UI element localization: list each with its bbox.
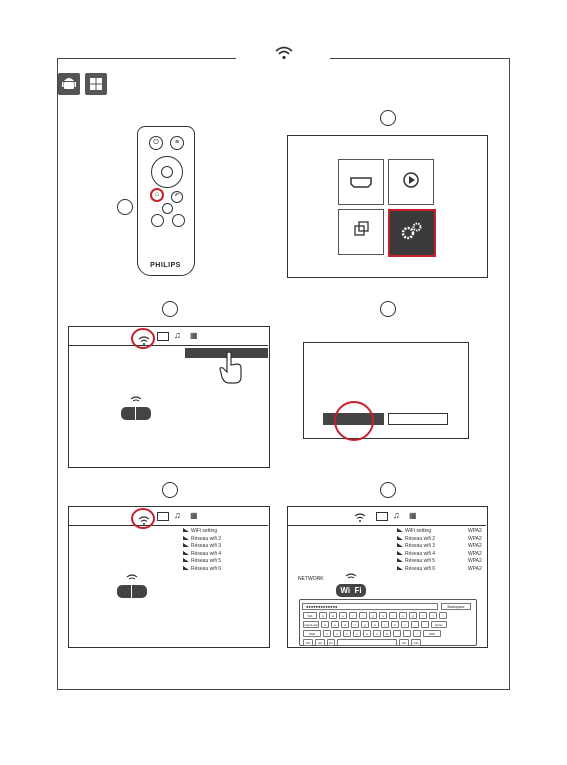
- list-item[interactable]: Réseau wifi 4: [397, 551, 435, 559]
- list-item[interactable]: Réseau wifi 3: [183, 543, 221, 551]
- onscreen-keyboard: [299, 599, 477, 646]
- power-button[interactable]: ⏻: [149, 136, 163, 150]
- signal-icon: [183, 551, 189, 555]
- wifi-logo: [121, 389, 151, 413]
- keyboard-row: [302, 638, 474, 647]
- audio-icon: ♫: [174, 330, 181, 340]
- keyboard-key[interactable]: Enter: [431, 621, 447, 628]
- keyboard-key[interactable]: b: [363, 630, 371, 637]
- list-item[interactable]: Réseau wifi 3: [397, 543, 435, 551]
- tile-mirror[interactable]: [338, 209, 384, 255]
- keyboard-key[interactable]: t: [359, 612, 367, 619]
- keyboard-key[interactable]: r: [349, 612, 357, 619]
- password-row: [302, 602, 474, 611]
- signal-icon: [397, 528, 403, 532]
- list-item[interactable]: Réseau wifi 6: [183, 566, 221, 574]
- keyboard-row: [302, 611, 474, 620]
- wifi-tab-highlight[interactable]: [131, 508, 155, 529]
- keyboard-key[interactable]: [337, 639, 397, 646]
- keyboard-key[interactable]: Ctrl: [411, 639, 421, 646]
- audio-icon: ♫: [393, 510, 400, 520]
- keyboard-key[interactable]: \: [439, 612, 447, 619]
- signal-icon: [183, 558, 189, 562]
- tile-settings[interactable]: [388, 209, 436, 257]
- keyboard-key[interactable]: ;: [411, 621, 419, 628]
- keyboard-key[interactable]: n: [373, 630, 381, 637]
- apps-icon: ▦: [190, 331, 198, 340]
- keyboard-key[interactable]: v: [353, 630, 361, 637]
- display-icon: [157, 332, 169, 341]
- wifi-off-option[interactable]: [388, 413, 448, 425]
- wifi-logo-waves: [121, 392, 151, 402]
- play-icon: [389, 160, 433, 204]
- step-circle-1: [117, 199, 133, 215]
- network-label: NETWORK: [298, 576, 324, 582]
- keyboard-key[interactable]: Tab: [303, 612, 317, 619]
- audio-icon: ♫: [174, 510, 181, 520]
- list-item[interactable]: WiFi setting: [397, 528, 435, 536]
- mirror-icon: [339, 210, 383, 254]
- wifi-logo: [117, 567, 147, 591]
- keyboard-key[interactable]: m: [383, 630, 391, 637]
- wifi-toggle-screen: [303, 342, 469, 439]
- wifi-network-list: [397, 528, 435, 574]
- windows-icon: [85, 73, 107, 95]
- keyboard-key[interactable]: CapsLock: [304, 623, 318, 627]
- keyboard-key[interactable]: a: [321, 621, 329, 628]
- ok-button[interactable]: [161, 166, 173, 178]
- wifi-logo: [336, 566, 366, 595]
- display-icon: [376, 512, 388, 521]
- keyboard-key[interactable]: h: [371, 621, 379, 628]
- mute-button[interactable]: [162, 203, 173, 214]
- keyboard-row: [302, 629, 474, 638]
- list-item[interactable]: Réseau wifi 5: [183, 558, 221, 566]
- remote-brand: PHILIPS: [150, 262, 181, 269]
- step-circle-4: [380, 301, 396, 317]
- keyboard-key[interactable]: x: [333, 630, 341, 637]
- keyboard-key[interactable]: /: [413, 630, 421, 637]
- step-circle-5: [162, 482, 178, 498]
- wifi-logo-waves: [336, 569, 366, 579]
- keyboard-key[interactable]: g: [361, 621, 369, 628]
- keyboard-key[interactable]: Alt: [315, 639, 325, 646]
- keyboard-key[interactable]: j: [381, 621, 389, 628]
- keyboard-key[interactable]: ]: [429, 612, 437, 619]
- keyboard-key[interactable]: l: [401, 621, 409, 628]
- keyboard-key[interactable]: p: [409, 612, 417, 619]
- keyboard-key[interactable]: Shift: [303, 630, 321, 637]
- remote-control: [137, 126, 195, 276]
- home-icon: ⌂: [154, 191, 160, 198]
- keyboard-key[interactable]: i: [389, 612, 397, 619]
- wifi-icon: [134, 512, 154, 528]
- wifi-logo-text: Wi Fi: [336, 584, 366, 597]
- wifi-icon: [134, 332, 154, 348]
- volume-down-button[interactable]: [151, 214, 164, 227]
- volume-up-button[interactable]: [172, 214, 185, 227]
- keyboard-key[interactable]: y: [369, 612, 377, 619]
- display-icon: [157, 512, 169, 521]
- keyboard-key[interactable]: k: [391, 621, 399, 628]
- wifi-list-screen: [68, 506, 270, 648]
- home-button[interactable]: [150, 188, 164, 202]
- keyboard-key[interactable]: w: [329, 612, 337, 619]
- list-item[interactable]: Réseau wifi 4: [183, 551, 221, 559]
- step-circle-3: [162, 301, 178, 317]
- keyboard-key[interactable]: u: [379, 612, 387, 619]
- signal-icon: [397, 536, 403, 540]
- keyboard-key[interactable]: [: [419, 612, 427, 619]
- back-button[interactable]: ↶: [171, 191, 183, 203]
- keyboard-key[interactable]: q: [319, 612, 327, 619]
- keyboard-key[interactable]: s: [331, 621, 339, 628]
- tile-hdmi[interactable]: [338, 159, 384, 205]
- menu-button[interactable]: ≡: [170, 136, 184, 150]
- list-item[interactable]: Réseau wifi 5: [397, 558, 435, 566]
- apps-icon: ▦: [190, 511, 198, 520]
- signal-icon: [397, 551, 403, 555]
- hdmi-icon: [339, 160, 383, 204]
- wifi-logo-waves: [117, 570, 147, 580]
- password-screen: [287, 506, 488, 648]
- keyboard-key[interactable]: c: [343, 630, 351, 637]
- signal-icon: [397, 566, 403, 570]
- security-column: WPA2 WPA2 WPA2 WPA2 WPA2 WPA2: [468, 528, 482, 572]
- pointer-hand-icon: [219, 351, 249, 385]
- keyboard-key[interactable]: e: [339, 612, 347, 619]
- keyboard-key[interactable]: ': [421, 621, 429, 628]
- keyboard-key[interactable]: Ctrl: [303, 639, 313, 646]
- android-icon: [58, 73, 80, 95]
- keyboard-key[interactable]: d: [341, 621, 349, 628]
- wifi-icon: [274, 45, 294, 61]
- tile-media[interactable]: [388, 159, 434, 205]
- signal-icon: [183, 536, 189, 540]
- home-menu-screen: [287, 135, 488, 278]
- apps-icon: ▦: [409, 511, 417, 520]
- list-item[interactable]: Réseau wifi 2: [183, 536, 221, 544]
- keyboard-key[interactable]: Shift: [423, 630, 441, 637]
- settings-gear-icon: [390, 211, 434, 255]
- backspace-key[interactable]: Backspace: [441, 603, 471, 610]
- step-circle-2: [380, 110, 396, 126]
- keyboard-key[interactable]: Fn: [327, 639, 335, 646]
- keyboard-key[interactable]: z: [323, 630, 331, 637]
- keyboard-row: [302, 620, 474, 629]
- signal-icon: [183, 543, 189, 547]
- keyboard-key[interactable]: o: [399, 612, 407, 619]
- wifi-tab-highlight[interactable]: [131, 328, 155, 349]
- settings-screen: [68, 326, 270, 468]
- wifi-network-list: [183, 528, 221, 574]
- keyboard-key[interactable]: f: [351, 621, 359, 628]
- keyboard-key[interactable]: ,: [393, 630, 401, 637]
- keyboard-key[interactable]: .: [403, 630, 411, 637]
- password-input[interactable]: ●●●●●●●●●●●●●: [302, 603, 438, 610]
- signal-icon: [183, 566, 189, 570]
- signal-icon: [183, 528, 189, 532]
- list-item[interactable]: WiFi setting: [183, 528, 221, 536]
- step-circle-6: [380, 482, 396, 498]
- list-item[interactable]: Réseau wifi 6: [397, 566, 435, 574]
- list-item[interactable]: Réseau wifi 2: [397, 536, 435, 544]
- wifi-icon: [350, 509, 370, 525]
- dpad[interactable]: [151, 156, 183, 188]
- keyboard-key[interactable]: Alt: [399, 639, 409, 646]
- signal-icon: [397, 558, 403, 562]
- selection-highlight: [334, 401, 374, 441]
- signal-icon: [397, 543, 403, 547]
